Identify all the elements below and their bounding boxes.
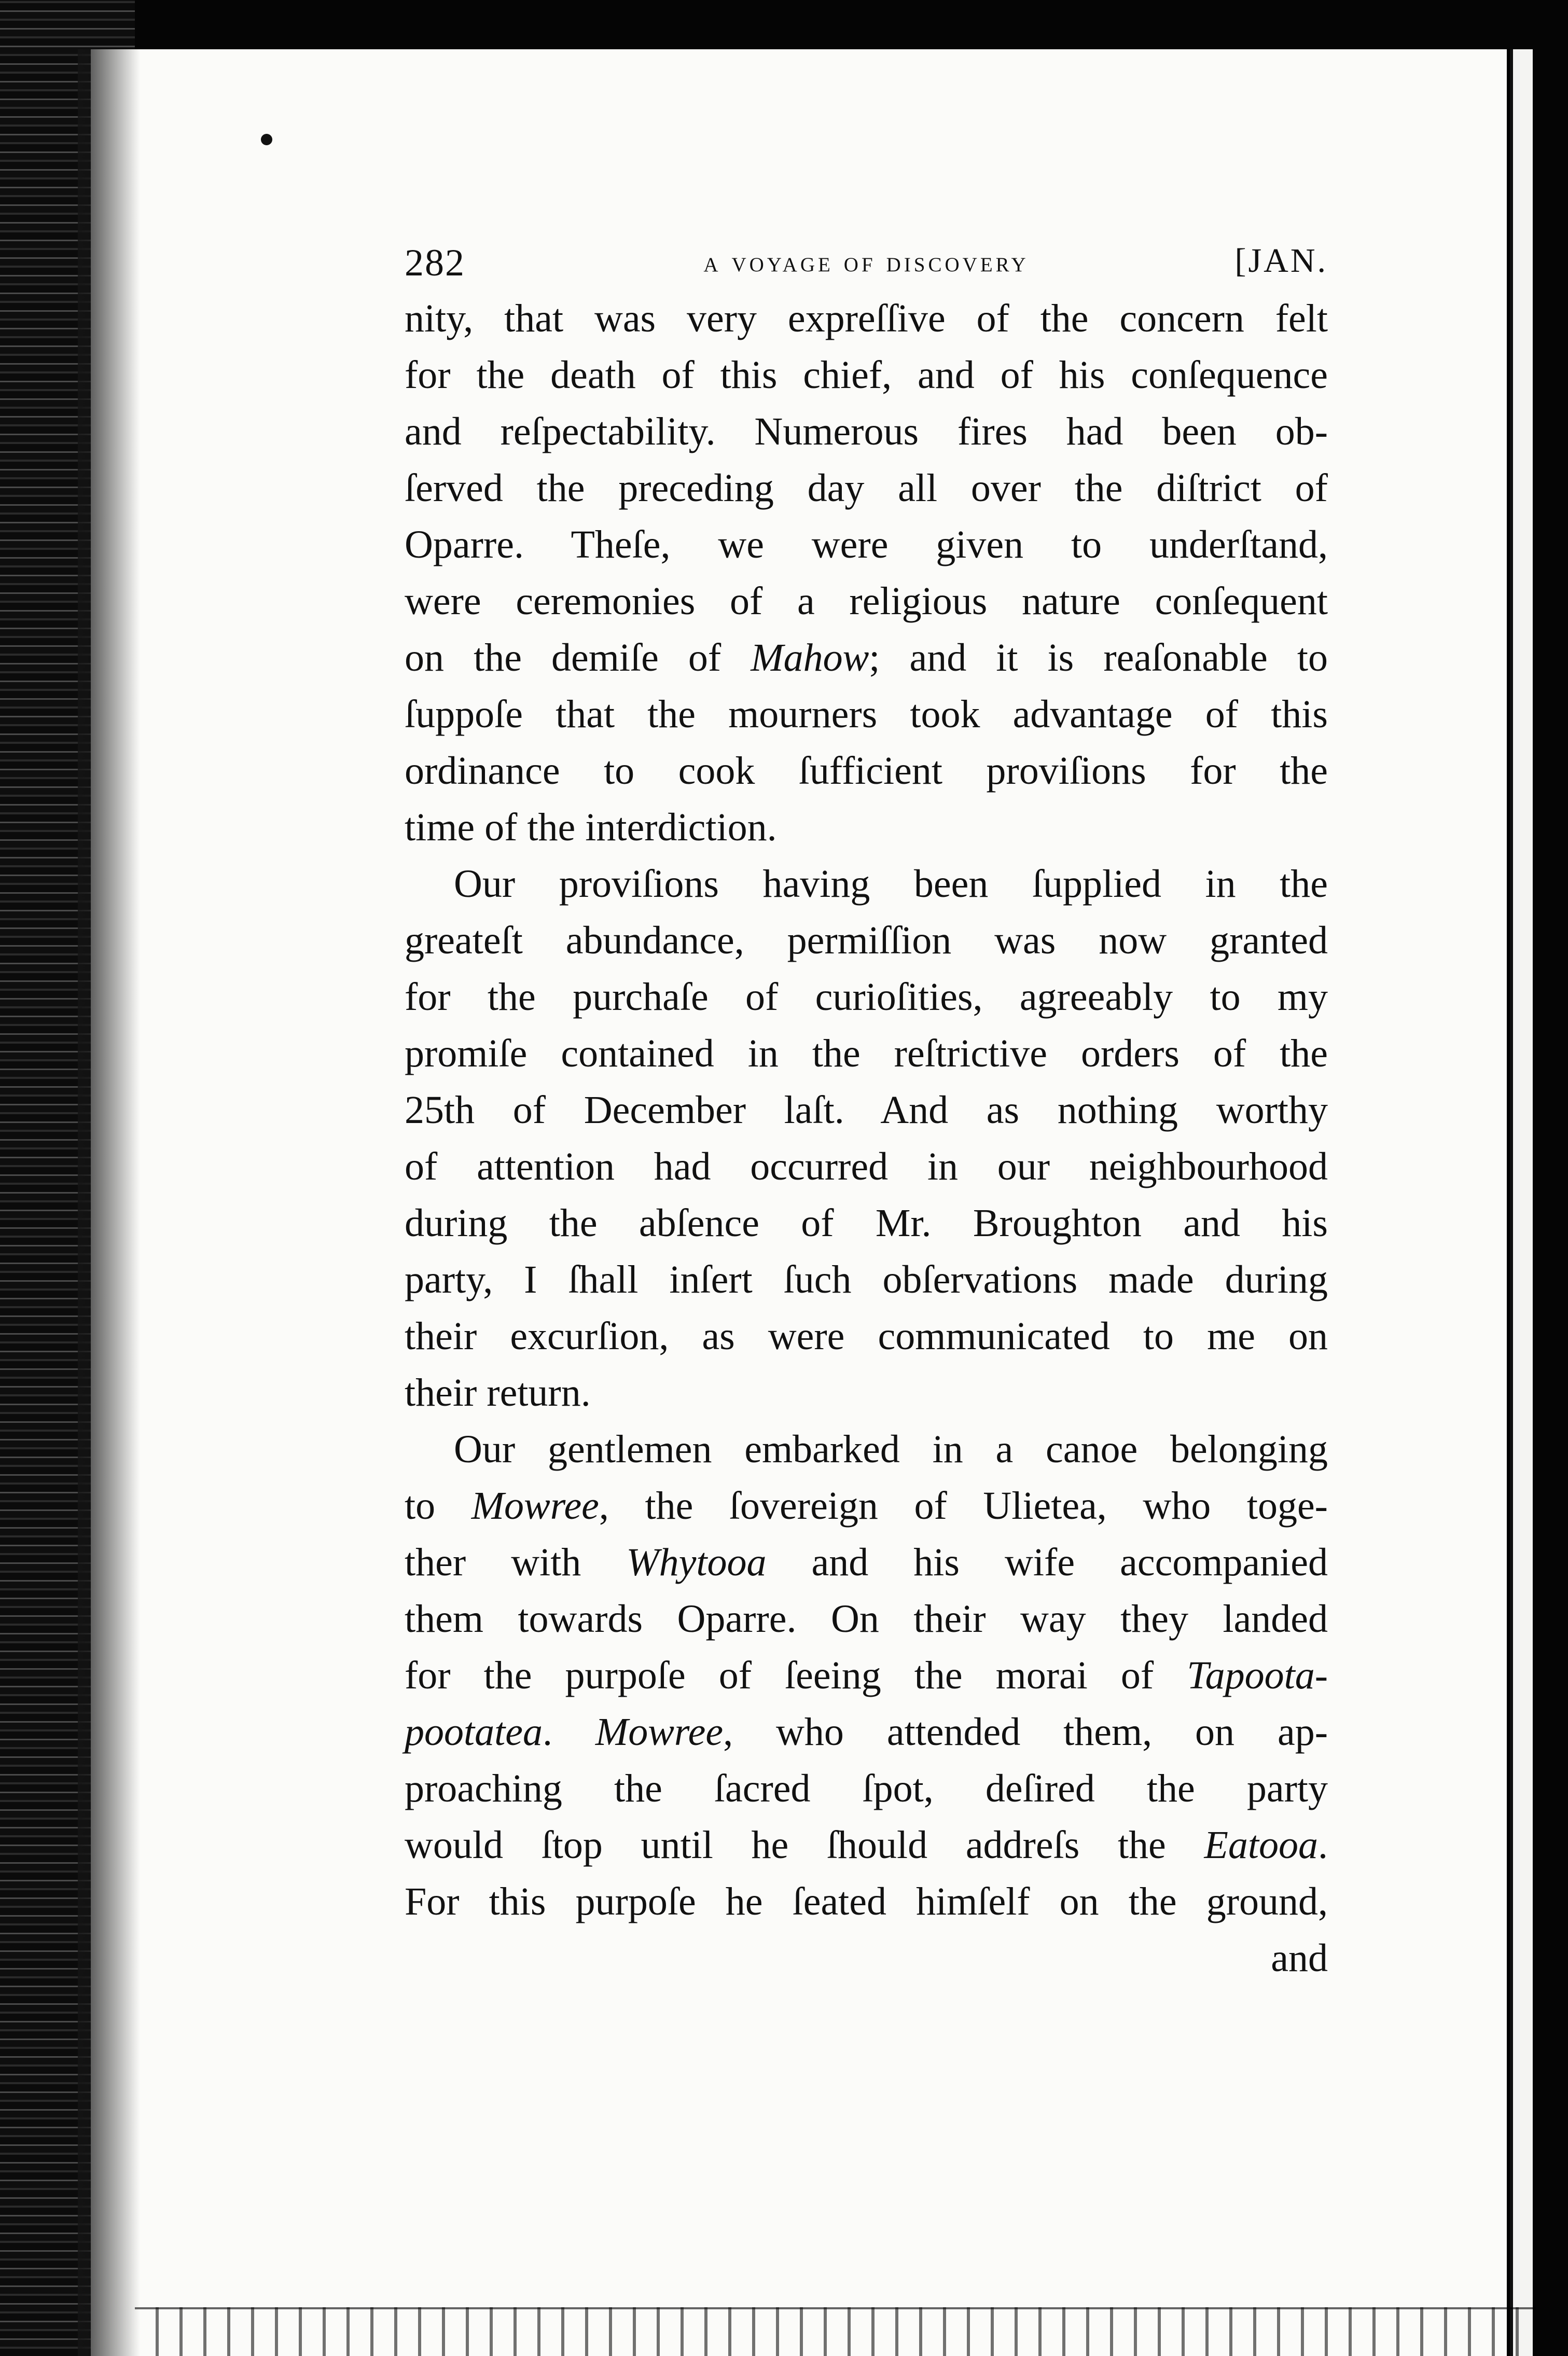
text-line: promiſe contained in the reſtrictive orders of the (405, 1032, 1328, 1075)
page-bottom-smudge (135, 2307, 1535, 2356)
text-line: For this purpoſe he ſeated himſelf on the ground, (405, 1880, 1328, 1923)
text-line: would ſtop until he ſhould addreſs the Eatooa. (405, 1823, 1328, 1867)
text-line: nity, that was very expreſſive of the concern felt (405, 297, 1328, 340)
text-line: their excurſion, as were communicated to me on (405, 1314, 1328, 1358)
text-line: greateſt abundance, permiſſion was now granted (405, 919, 1328, 962)
text-line: during the abſence of Mr. Broughton and his (405, 1201, 1328, 1245)
text-line: them towards Oparre. On their way they landed (405, 1597, 1328, 1641)
text-line: ther with Whytooa and his wife accompanied (405, 1541, 1328, 1584)
ink-spot (261, 134, 272, 145)
paragraph-2 (405, 856, 1328, 1421)
next-page-edge (1510, 49, 1533, 2356)
paragraph-3 (405, 1421, 1328, 1930)
paragraph-1 (405, 290, 1328, 856)
catchword: and (1271, 1936, 1328, 1980)
text-line: party, I ſhall inſert ſuch obſervations made during (405, 1258, 1328, 1301)
running-header (405, 241, 1328, 293)
text-line: to Mowree, the ſovereign of Ulietea, who toge- (405, 1484, 1328, 1528)
scan-top-edge (0, 0, 1568, 49)
text-line: ſerved the preceding day all over the diſtrict of (405, 466, 1328, 510)
text-line: time of the interdiction. (405, 806, 777, 849)
running-title: a voyage of discovery (703, 246, 1029, 278)
text-line: ſuppoſe that the mourners took advantage of this (405, 692, 1328, 736)
binding-shadow (78, 49, 140, 2356)
text-line: of attention had occurred in our neighbourhood (405, 1145, 1328, 1188)
text-line: Oparre. Theſe, we were given to underſtand, (405, 523, 1328, 566)
page-number: 282 (405, 242, 465, 284)
text-line: and reſpectability. Numerous fires had been ob- (405, 410, 1328, 453)
text-line: Our proviſions having been ſupplied in the (454, 862, 1328, 906)
text-line: for the purpoſe of ſeeing the morai of Tapoota- (405, 1654, 1328, 1697)
text-line: for the death of this chief, and of his conſequence (405, 353, 1328, 397)
text-line: Our gentlemen embarked in a canoe belonging (454, 1428, 1328, 1471)
body-text (405, 290, 1328, 1987)
text-line: ordinance to cook ſufficient proviſions for the (405, 749, 1328, 793)
text-line: for the purchaſe of curioſities, agreeably to my (405, 975, 1328, 1019)
text-line: proaching the ſacred ſpot, deſired the party (405, 1767, 1328, 1810)
running-date: [JAN. (1234, 242, 1328, 280)
scan-right-edge (1533, 0, 1568, 2356)
text-line: were ceremonies of a religious nature conſequent (405, 579, 1328, 623)
text-line: pootatea. Mowree, who attended them, on ap- (405, 1710, 1328, 1754)
text-line: their return. (405, 1371, 591, 1415)
text-line: on the demiſe of Mahow; and it is reaſonable to (405, 636, 1328, 680)
text-line: 25th of December laſt. And as nothing worthy (405, 1088, 1328, 1132)
